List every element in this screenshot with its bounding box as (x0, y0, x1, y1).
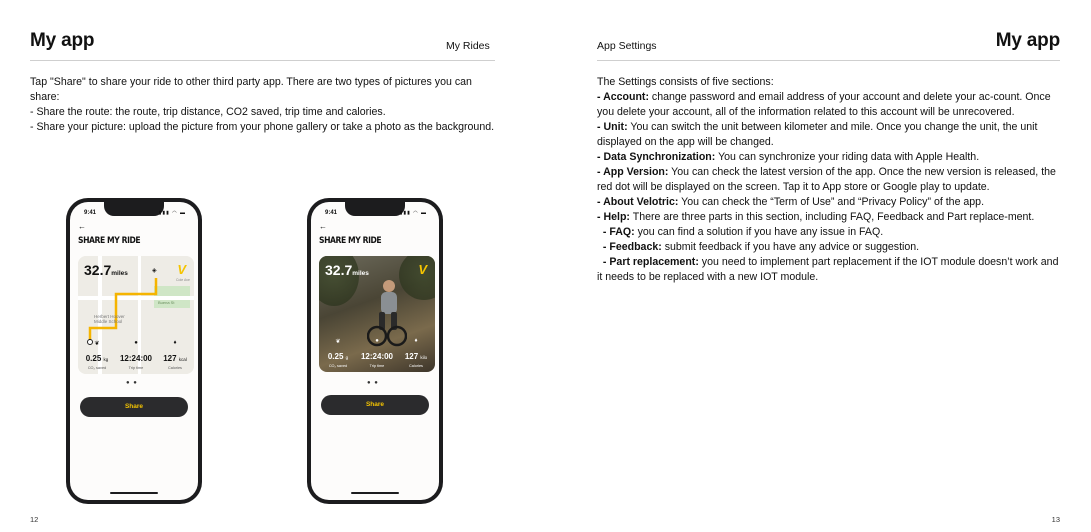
header-rule (30, 60, 495, 61)
velotric-logo: V (177, 262, 186, 277)
leaf-icon: ❦ (335, 339, 341, 345)
intro-text (30, 75, 500, 135)
clock-icon: ● (375, 338, 379, 344)
stat-trip-time: ● 12:24:00 Trip time (116, 340, 156, 370)
settings-text (597, 75, 1062, 285)
ride-stats (319, 340, 435, 368)
share-card-picture[interactable] (319, 256, 435, 372)
settings-item: - App Version: You can check the latest version of the app. Once the new version is released, the red dot will be displayed on the screen. Tap it to App store or Google play to update. (597, 166, 1056, 193)
status-time: 9:41 (84, 210, 97, 216)
share-card-route[interactable] (78, 256, 194, 374)
ride-stats (78, 342, 194, 370)
home-indicator[interactable] (110, 492, 158, 494)
settings-item: - Unit: You can switch the unit between kilometer and mile. Once you change the unit, the unit displayed on the app will be changed. (597, 121, 1038, 148)
phone-screen (311, 202, 439, 500)
screen-title: SHARE MY RIDE (319, 236, 382, 246)
phone-mockup-picture (307, 198, 443, 504)
stat-co2: ❦ 0.25 g CO₂ saved (323, 338, 353, 368)
paragraph: Tap "Share" to share your ride to other third party app. There are two types of pictures you can share: (30, 76, 472, 103)
settings-intro: The Settings consists of five sections: (597, 76, 774, 88)
location-pin-icon: ◈ (152, 268, 157, 274)
paragraph: - Share the route: the route, trip distance, CO2 saved, trip time and calories. (30, 106, 386, 118)
clock-icon: ● (134, 340, 138, 346)
map-label-avenue: Cole Ave (176, 278, 190, 282)
settings-subitem: - Part replacement: you need to implement part replacement if the IOT module doesn’t work and it needs to be replaced with a new IOT module. (597, 256, 1062, 283)
screen-title: SHARE MY RIDE (78, 236, 141, 246)
left-page (0, 0, 545, 532)
settings-item: - Help: There are three parts in this section, including FAQ, Feedback and Part replace-ment. (597, 211, 1035, 223)
distance-readout: 32.7miles (84, 262, 128, 278)
map-label-school: Herbert Hoover Middle School (94, 314, 125, 324)
status-icons: ▮▮▮ ◠ ▬ (399, 210, 427, 216)
carousel-dots[interactable]: ● ● (367, 380, 379, 386)
phone-screen (70, 202, 198, 500)
stat-co2: ❦ 0.25 kg CO₂ saved (82, 340, 112, 370)
status-icons: ▮▮▮ ◠ ▬ (158, 210, 186, 216)
paragraph: - Share your picture: upload the picture from your phone gallery or take a photo as the background. (30, 121, 495, 133)
back-arrow-icon[interactable]: ← (319, 222, 327, 231)
flame-icon: ♦ (414, 338, 418, 344)
settings-item: - Account: change password and email address of your account and delete your ac-count. Once you delete your account, all of the information related to this account will be unrecovered. (597, 91, 1051, 118)
flame-icon: ♦ (173, 340, 177, 346)
stat-trip-time: ● 12:24:00 Trip time (357, 338, 397, 368)
status-time: 9:41 (325, 210, 338, 216)
section-label: My Rides (446, 40, 490, 52)
settings-subitem: - FAQ: you can find a solution if you have any issue in FAQ. (597, 226, 884, 238)
settings-subitem: - Feedback: submit feedback if you have any advice or suggestion. (597, 241, 920, 253)
section-label: App Settings (597, 40, 657, 52)
page-title: My app (995, 30, 1060, 51)
header-rule (597, 60, 1060, 61)
right-page (546, 0, 1091, 532)
page-number: 12 (30, 515, 39, 524)
phone-notch (104, 202, 164, 216)
velotric-logo: V (418, 262, 427, 277)
leaf-icon: ❦ (94, 341, 100, 347)
distance-readout: 32.7miles (325, 262, 369, 278)
stat-calories: ♦ 127 kcal Calories (160, 340, 190, 370)
phone-notch (345, 202, 405, 216)
page-number: 13 (1051, 515, 1060, 524)
phone-mockup-route (66, 198, 202, 504)
share-button[interactable]: Share (80, 397, 188, 417)
page-title: My app (30, 30, 95, 51)
back-arrow-icon[interactable]: ← (78, 222, 86, 231)
settings-item: - Data Synchronization: You can synchronize your riding data with Apple Health. (597, 151, 980, 163)
home-indicator[interactable] (351, 492, 399, 494)
carousel-dots[interactable]: ● ● (126, 380, 138, 386)
share-button[interactable]: Share (321, 395, 429, 415)
stat-calories: ♦ 127 kilo Calories (401, 338, 431, 368)
settings-item: - About Velotric: You can check the “Term of Use” and “Privacy Policy” of the app. (597, 196, 985, 208)
map-label-street: Buena St (158, 300, 175, 305)
